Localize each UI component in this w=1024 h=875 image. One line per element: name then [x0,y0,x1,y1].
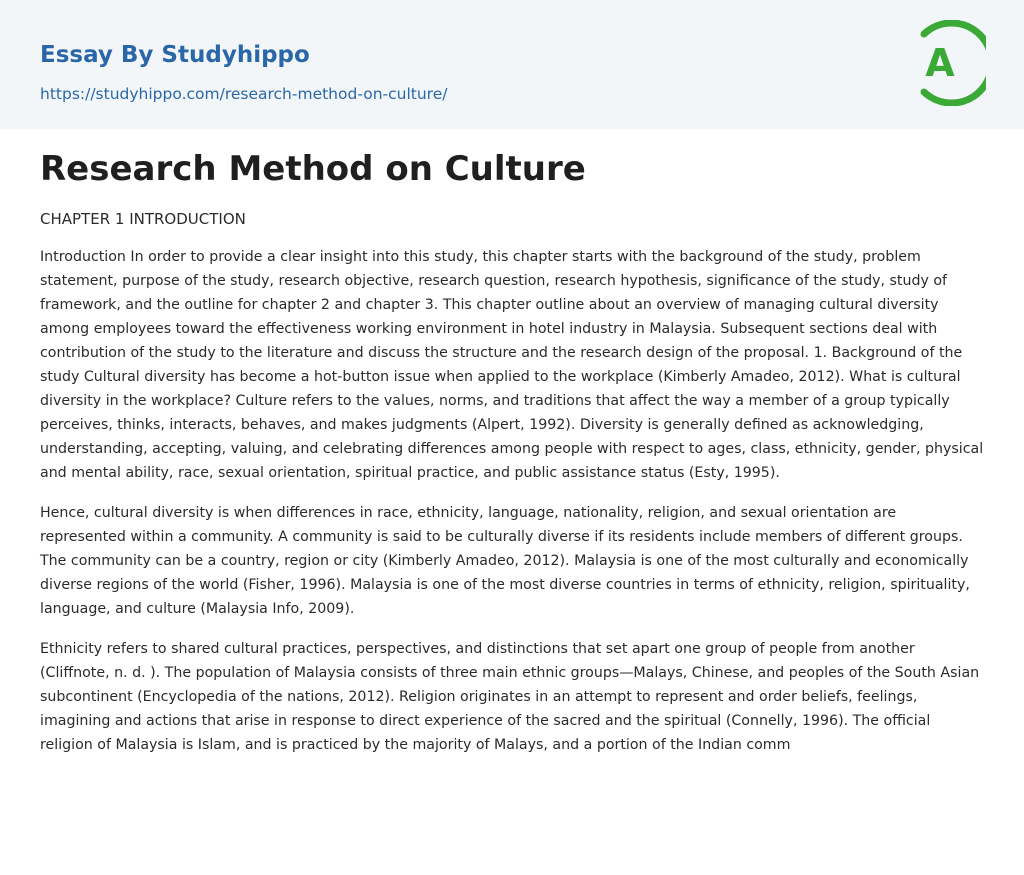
logo-letter: A [925,41,955,85]
studyhippo-logo-icon[interactable] [912,20,986,106]
site-header [0,0,1024,129]
chapter-heading: CHAPTER 1 INTRODUCTION [40,210,246,228]
document-title: Research Method on Culture [40,149,586,189]
paragraph: Hence, cultural diversity is when differences in race, ethnicity, language, nationality, religion, and sexual orientation are represented within a community. A community is said to be culturally diverse if its residents include members of different groups. The community can be a country, region or city (Kimberly Amadeo, 2012). Malaysia is one of the most culturally and economically diverse regions of the world (Fisher, 1996). Malaysia is one of the most diverse countries in terms of ethnicity, religion, spirituality, language, and culture (Malaysia Info, 2009). [40,505,970,617]
paragraph: Ethnicity refers to shared cultural practices, perspectives, and distinctions that set apart one group of people from another (Cliffnote, n. d. ). The population of Malaysia consists of three main ethnic groups—Malays, Chinese, and peoples of the South Asian subcontinent (Encyclopedia of the nations, 2012). Religion originates in an attempt to represent and order beliefs, feelings, imagining and actions that arise in response to direct experience of the sacred and the spiritual (Connelly, 1996). The official religion of Malaysia is Islam, and is practiced by the majority of Malays, and a portion of the Indian comm [40,641,980,753]
paragraph: Introduction In order to provide a clear insight into this study, this chapter starts with the background of the study, problem statement, purpose of the study, research objective, research question, research hypothesis, significance of the study, study of framework, and the outline for chapter 2 and chapter 3. This chapter outline about an overview of managing cultural diversity among employees toward the effectiveness working environment in hotel industry in Malaysia. Subsequent sections deal with contribution of the study to the literature and discuss the structure and the research design of the proposal. 1. Background of the study Cultural diversity has become a hot-button issue when applied to the workplace (Kimberly Amadeo, 2012). What is cultural diversity in the workplace? Culture refers to the values, norms, and traditions that affect the way a member of a group typically perceives, thinks, interacts, behaves, and makes judgments (Alpert, 1992). Diversity is generally defined as acknowledging, understanding, accepting, valuing, and celebrating differences among people with respect to ages, class, ethnicity, gender, physical and mental ability, race, sexual orientation, spiritual practice, and public assistance status (Esty, 1995). [40,249,984,481]
page-url-link[interactable]: https://studyhippo.com/research-method-on-culture/ [40,85,448,103]
site-title[interactable]: Essay By Studyhippo [40,42,310,68]
document-body [0,149,1024,757]
